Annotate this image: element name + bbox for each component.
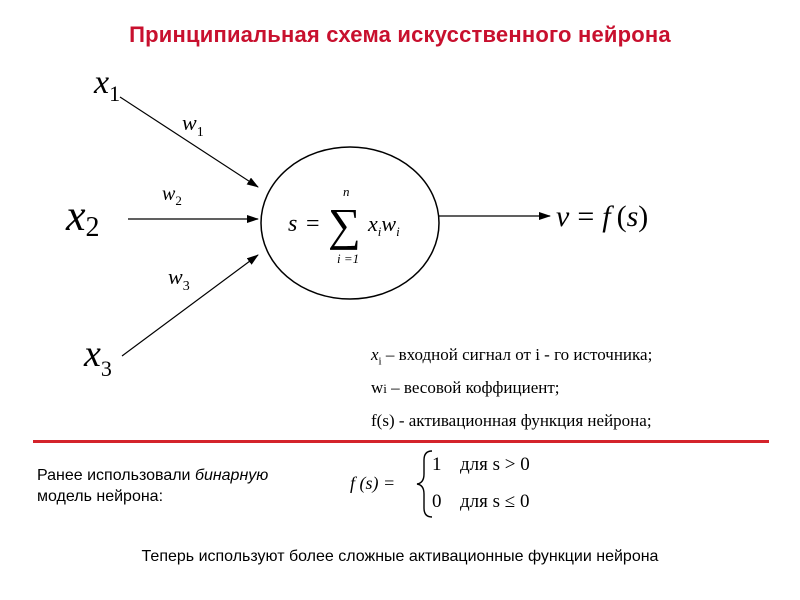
binary-fn-case2-val: 0 [432,491,442,512]
input-x3-label: $x_3$ [84,333,112,381]
binary-fn-brace [417,451,432,517]
page-title: Принципиальная схема искусственного нейрона [129,22,671,47]
neuron-sum-term: $x_iw_i$ [368,211,400,239]
neuron-sum-sign: ∑ [328,199,361,250]
binary-fn-case1-cond: для s > 0 [460,454,530,475]
divider-line [33,440,769,443]
weight-w1-label: $w_1$ [182,110,204,140]
neuron-formula-lhs: s [288,211,298,237]
legend-item-w: wi – весовой коффициент; [371,378,560,397]
neuron-formula-eq: = [306,211,320,237]
input-x2-label: x2 [66,191,100,243]
output-formula: v = f (s) [556,200,649,233]
previous-model-text: Ранее использовали бинарную модель нейрона: [37,467,269,505]
binary-fn-case1-val: 1 [432,454,442,475]
legend-item-x: $x_i$ – входной сигнал от i - го источника; [371,345,653,368]
weight-w3-label: $w_3$ [168,264,190,294]
neuron-sum-upper: n [343,184,350,199]
binary-fn-case2-cond: для s ≤ 0 [460,491,530,512]
input-x1-label: $x_1$ [94,64,121,106]
binary-fn-lhs: f (s) = [350,473,396,493]
input-arrow-3 [122,255,258,356]
legend-item-f: f(s) - активационная функция нейрона; [371,411,652,430]
weight-w2-label: $w_2$ [162,183,182,208]
bottom-caption: Теперь используют более сложные активационные функции нейрона [141,548,659,565]
neuron-sum-lower: i =1 [337,251,360,266]
